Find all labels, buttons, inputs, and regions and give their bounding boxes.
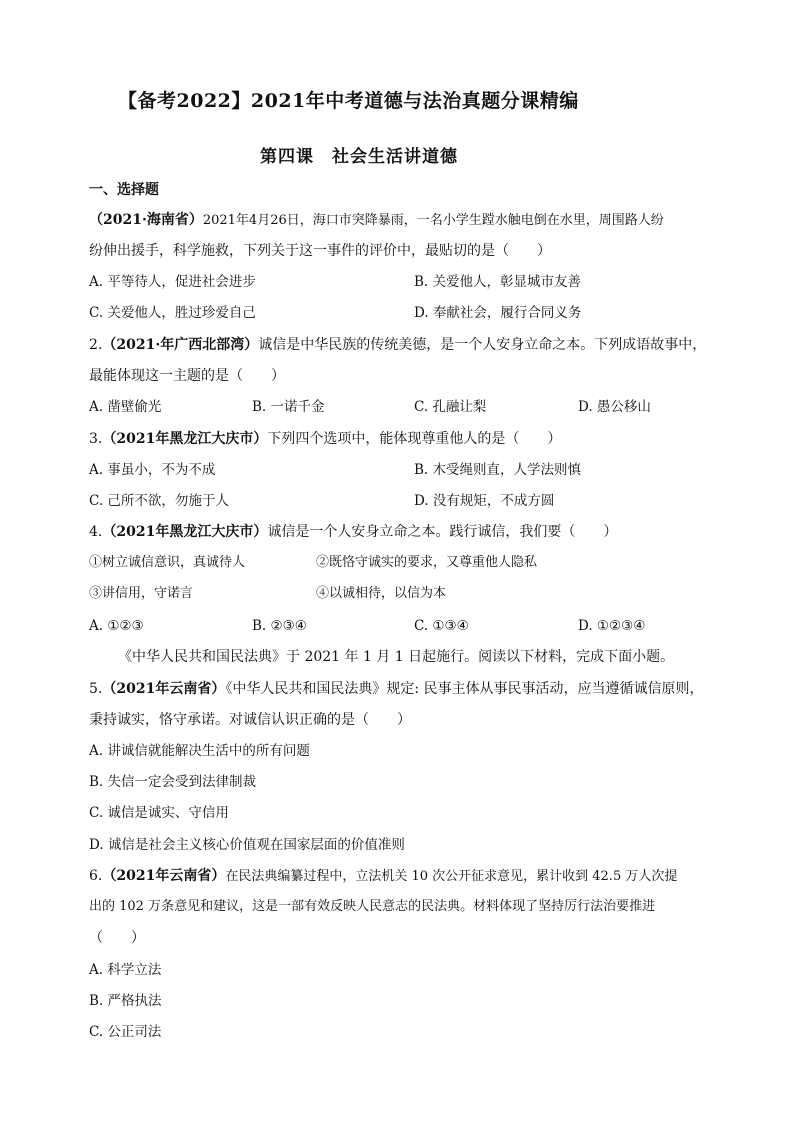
question-6-option-c: C. 公正司法	[89, 1024, 162, 1040]
question-5-option-d: D. 诚信是社会主义核心价值观在国家层面的价值准则	[89, 837, 405, 853]
question-2-option-d: D. 愚公移山	[578, 399, 651, 415]
question-6-line-2: 出的 102 万条意见和建议，这是一部有效反映人民意志的民法典。材料体现了坚持厉行法治要推进	[89, 899, 656, 914]
question-3-number: 3.	[89, 431, 103, 447]
question-4-option-c: C. ①③④	[414, 618, 469, 634]
question-3-option-c: C. 己所不欲，勿施于人	[89, 493, 229, 509]
question-4-statement-3: ③讲信用，守诺言	[89, 586, 194, 601]
question-4-statement-2: ②既恪守诚实的要求，又尊重他人隐私	[316, 555, 538, 570]
question-1-line-2: 纷伸出援手，科学施救，下列关于这一事件的评价中，最贴切的是（ ）	[89, 243, 551, 259]
question-2-text: 诚信是中华民族的传统美德，是一个人安身立命之本。下列成语故事中，	[258, 337, 707, 353]
question-6-line-3: （ ）	[89, 930, 145, 946]
question-4-text: 诚信是一个人安身立命之本。践行诚信，我们要（ ）	[267, 524, 618, 540]
section-heading: 一、选择题	[89, 182, 159, 198]
question-2-option-c: C. 孔融让梨	[414, 399, 487, 415]
question-6-number: 6.	[89, 868, 103, 884]
question-3-option-a: A. 事虽小，不为不成	[89, 462, 216, 478]
question-5-line-1	[89, 680, 704, 698]
question-3-source: （2021年黑龙江大庆市）	[102, 431, 268, 447]
document-title: 【备考2022】2021年中考道德与法治真题分课精编	[118, 90, 579, 112]
question-4-option-a: A. ①②③	[89, 618, 144, 634]
question-2-option-b: B. 一诺千金	[252, 399, 325, 415]
question-6-text: 在民法典编纂过程中，立法机关 10 次公开征求意见，累计收到 42.5 万人次提	[225, 869, 678, 884]
question-1-line-1	[89, 211, 664, 230]
question-3-option-d: D. 没有规矩，不成方圆	[414, 493, 555, 509]
question-4-statement-1: ①树立诚信意识，真诚待人	[89, 555, 246, 570]
question-6-source: （2021年云南省）	[102, 868, 226, 884]
question-5-text: 《中华人民共和国民法典》规定: 民事主体从事民事活动，应当遵循诚信原则，	[225, 681, 704, 697]
material-intro: 《中华人民共和国民法典》于 2021 年 1 月 1 日起施行。阅读以下材料，完成下面小题。	[118, 649, 675, 665]
question-2-source: （2021·年广西北部湾）	[102, 337, 259, 353]
question-4-line-1	[89, 523, 617, 541]
question-4-source: （2021年黑龙江大庆市）	[102, 524, 268, 540]
question-1-option-b: B. 关爱他人，彰显城市友善	[414, 274, 582, 290]
question-2-line-2: 最能体现这一主题的是（ ）	[89, 368, 285, 384]
question-5-option-c: C. 诚信是诚实、守信用	[89, 805, 229, 821]
question-6-option-a: A. 科学立法	[89, 962, 162, 978]
question-4-option-d: D. ①②③④	[578, 618, 646, 634]
question-5-source: （2021年云南省）	[102, 681, 226, 697]
question-1-option-d: D. 奉献社会，履行合同义务	[414, 305, 582, 321]
question-1-source: （2021·海南省）	[89, 212, 203, 228]
lesson-title: 第四课 社会生活讲道德	[260, 147, 458, 167]
question-5-option-a: A. 讲诚信就能解决生活中的所有问题	[89, 743, 310, 759]
question-5-option-b: B. 失信一定会受到法律制裁	[89, 774, 257, 790]
question-5-line-2: 秉持诚实，恪守承诺。对诚信认识正确的是（ ）	[89, 712, 411, 728]
question-1-option-c: C. 关爱他人，胜过珍爱自己	[89, 305, 256, 321]
question-4-option-b: B. ②③④	[252, 618, 307, 634]
question-6-line-1	[89, 867, 677, 886]
question-2-line-1	[89, 336, 706, 354]
question-3-option-b: B. 木受绳则直，人学法则慎	[414, 462, 582, 478]
question-3-line-1	[89, 430, 561, 448]
question-1-option-a: A. 平等待人，促进社会进步	[89, 274, 256, 290]
question-4-statement-4: ④以诚相待，以信为本	[316, 586, 447, 601]
question-1-text: 2021年4月26日，海口市突降暴雨，一名小学生蹚水触电倒在水里，周围路人纷	[202, 213, 664, 228]
question-4-number: 4.	[89, 524, 103, 540]
question-5-number: 5.	[89, 681, 103, 697]
question-3-text: 下列四个选项中，能体现尊重他人的是（ ）	[267, 431, 562, 447]
question-2-option-a: A. 凿壁偷光	[89, 399, 162, 415]
question-6-option-b: B. 严格执法	[89, 993, 162, 1009]
question-2-number: 2.	[89, 337, 103, 353]
